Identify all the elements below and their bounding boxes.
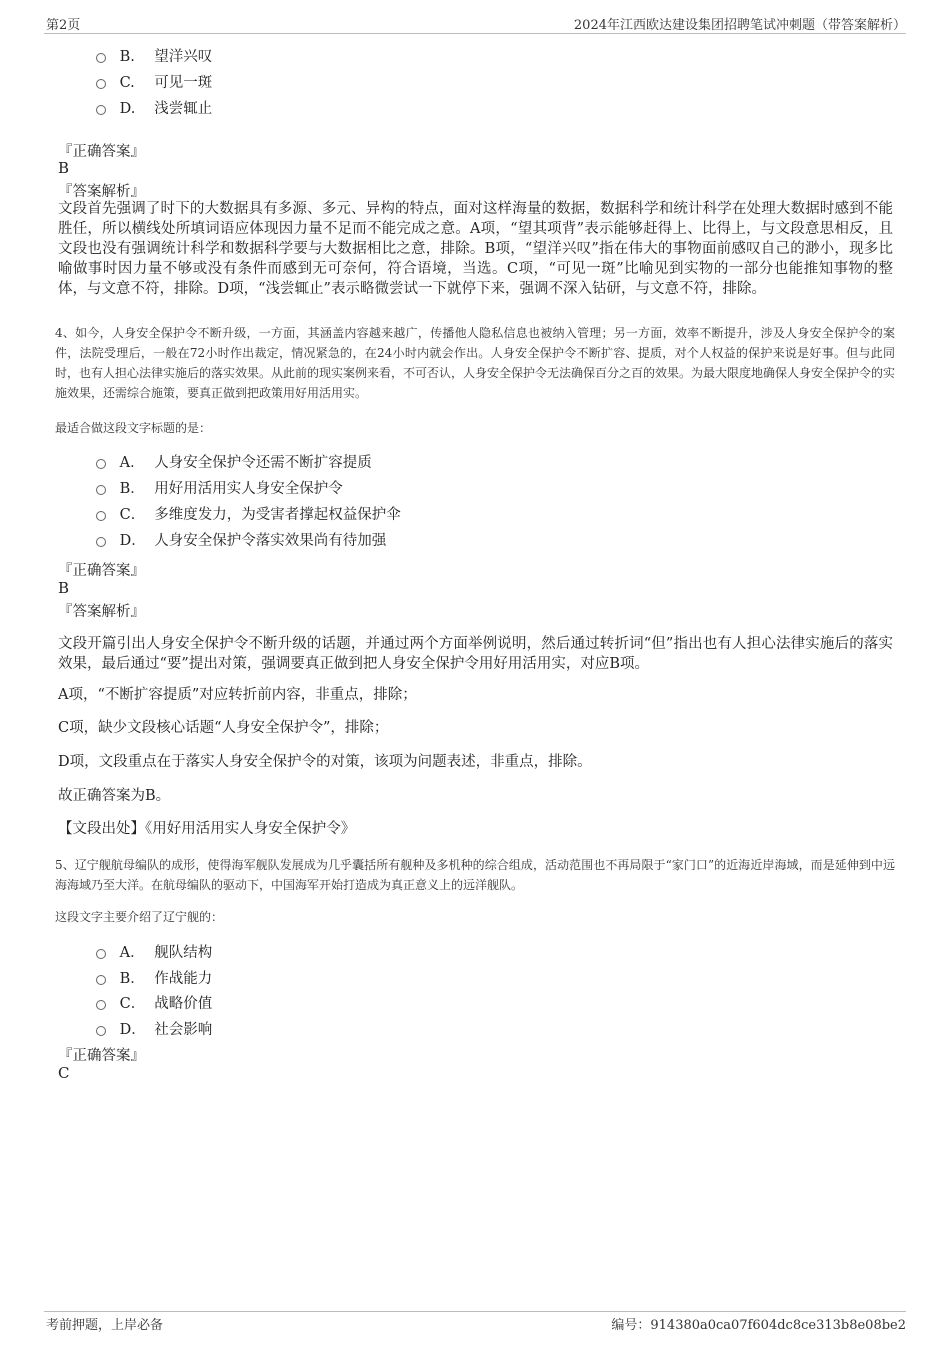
option-letter: A． bbox=[119, 945, 145, 961]
q5-prompt: 这段文字主要介绍了辽宁舰的： bbox=[55, 910, 224, 924]
q3-answer: B bbox=[58, 159, 70, 177]
radio-icon[interactable] bbox=[96, 53, 106, 63]
q4-answer-label: 『正确答案』 bbox=[58, 563, 145, 579]
q4-prompt: 最适合做这段文字标题的是： bbox=[55, 421, 212, 435]
option-text: 可见一斑 bbox=[154, 75, 213, 91]
q4-text: 4、如今，人身安全保护令不断升级，一方面，其涵盖内容越来越广，传播他人隐私信息也被纳入管理；另一方面，效率不断提升，涉及人身安全保护令的案件，法院受理后，一般在72小时作出裁定，情况紧急的，在24小时内就会作出。人身安全保护令不断扩容、提质，对个人权益的保护来说是好事。但与此同时，也有人担心法律实施后的落实效果。从此前的现实案例来看，不可否认，人身安全保护令无法确保百分之百的效果。为最大限度地确保人身安全保护令的实施效果，还需综合施策，要真正做到把政策用好用活用实。 bbox=[55, 326, 896, 400]
option-text: 社会影响 bbox=[154, 1022, 213, 1038]
footer-slogan: 考前押题，上岸必备 bbox=[46, 1318, 164, 1333]
option-letter: A． bbox=[119, 455, 145, 471]
q4-option-a[interactable] bbox=[96, 453, 372, 473]
radio-icon[interactable] bbox=[96, 105, 106, 115]
radio-icon[interactable] bbox=[96, 1026, 106, 1036]
q4-analysis-main: 文段开篇引出人身安全保护令不断升级的话题，并通过两个方面举例说明，然后通过转折词“但”指出也有人担心法律实施后的落实效果，最后通过“要”提出对策，强调要真正做到把人身安全保护令用好用活用实，对应B项。 bbox=[58, 636, 893, 672]
option-letter: B． bbox=[119, 481, 145, 497]
radio-icon[interactable] bbox=[96, 459, 106, 469]
q5-answer: C bbox=[58, 1064, 70, 1082]
radio-icon[interactable] bbox=[96, 511, 106, 521]
option-letter: B. bbox=[119, 49, 135, 65]
option-text: 多维度发力，为受害者撑起权益保护伞 bbox=[154, 507, 401, 523]
option-text: 用好用活用实人身安全保护令 bbox=[154, 481, 343, 497]
q4-conclusion: 故正确答案为B。 bbox=[58, 788, 171, 804]
q3-analysis: 文段首先强调了时下的大数据具有多源、多元、异构的特点，面对这样海量的数据，数据科学和统计科学在处理大数据时感到不能胜任，所以横线处所填词语应体现因力量不足而不能完成之意。A项，“望其项背”表示能够赶得上、比得上，与文段意思相反，且文段也没有强调统计科学和数据科学要与大数据相比之意，排除。B项，“望洋兴叹”指在伟大的事物面前感叹自己的渺小，现多比喻做事时因力量不够或没有条件而感到无可奈何，符合语境，当选。C项，“可见一斑”比喻见到实物的一部分也能推知事物的整体，与文意不符，排除。D项，“浅尝辄止”表示略微尝试一下就停下来，强调不深入钻研，与文意不符，排除。 bbox=[58, 201, 893, 297]
option-text: 望洋兴叹 bbox=[154, 49, 213, 65]
q4-analysis-d: D项，文段重点在于落实人身安全保护令的对策，该项为问题表述，非重点，排除。 bbox=[58, 754, 592, 770]
radio-icon[interactable] bbox=[96, 79, 106, 89]
q4-option-b[interactable] bbox=[96, 479, 343, 499]
option-letter: D. bbox=[119, 101, 136, 117]
q5-answer-label: 『正确答案』 bbox=[58, 1048, 145, 1064]
radio-icon[interactable] bbox=[96, 1000, 106, 1010]
q4-answer: B bbox=[58, 579, 70, 597]
page-number: 第2页 bbox=[46, 18, 81, 33]
q5-option-b[interactable] bbox=[96, 969, 212, 989]
q4-option-d[interactable] bbox=[96, 531, 386, 551]
q4-option-c[interactable] bbox=[96, 505, 401, 525]
option-letter: B． bbox=[119, 971, 145, 987]
radio-icon[interactable] bbox=[96, 949, 106, 959]
q4-analysis-a: A项，“不断扩容提质”对应转折前内容，非重点，排除； bbox=[58, 687, 417, 703]
q5-text: 5、辽宁舰航母编队的成形，使得海军舰队发展成为几乎囊括所有舰种及多机种的综合组成，活动范围也不再局限于“家门口”的近海近岸海域，而是延伸到中远海海域乃至大洋。在航母编队的驱动下，中国海军开始打造成为真正意义上的远洋舰队。 bbox=[55, 858, 895, 892]
q3-option-b[interactable] bbox=[96, 47, 212, 67]
radio-icon[interactable] bbox=[96, 485, 106, 495]
q4-analysis-c: C项，缺少文段核心话题“人身安全保护令”，排除； bbox=[58, 720, 389, 736]
option-text: 战略价值 bbox=[154, 996, 213, 1012]
q5-option-d[interactable] bbox=[96, 1020, 212, 1040]
q3-analysis-label: 『答案解析』 bbox=[58, 184, 145, 200]
document-title: 2024年江西欧达建设集团招聘笔试冲刺题（带答案解析） bbox=[573, 18, 906, 33]
q5-option-a[interactable] bbox=[96, 943, 212, 963]
q4-analysis-label: 『答案解析』 bbox=[58, 604, 145, 620]
document-code: 编号：914380a0ca07f604dc8ce313b8e08be2 bbox=[611, 1318, 906, 1333]
option-text: 人身安全保护令还需不断扩容提质 bbox=[154, 455, 372, 471]
radio-icon[interactable] bbox=[96, 975, 106, 985]
q5-option-c[interactable] bbox=[96, 994, 212, 1014]
footer-divider bbox=[44, 1311, 906, 1312]
option-text: 人身安全保护令落实效果尚有待加强 bbox=[154, 533, 387, 549]
option-letter: D． bbox=[119, 533, 146, 549]
option-letter: C． bbox=[119, 996, 146, 1012]
option-text: 舰队结构 bbox=[154, 945, 213, 961]
option-text: 作战能力 bbox=[154, 971, 213, 987]
q3-option-d[interactable] bbox=[96, 99, 212, 119]
radio-icon[interactable] bbox=[96, 537, 106, 547]
option-letter: C． bbox=[119, 507, 146, 523]
q3-option-c[interactable] bbox=[96, 73, 212, 93]
option-text: 浅尝辄止 bbox=[154, 101, 213, 117]
option-letter: C. bbox=[119, 75, 135, 91]
q3-answer-label: 『正确答案』 bbox=[58, 144, 145, 160]
option-letter: D． bbox=[119, 1022, 146, 1038]
q4-source: 【文段出处】《用好用活用实人身安全保护令》 bbox=[58, 821, 356, 837]
header-divider bbox=[44, 33, 906, 34]
